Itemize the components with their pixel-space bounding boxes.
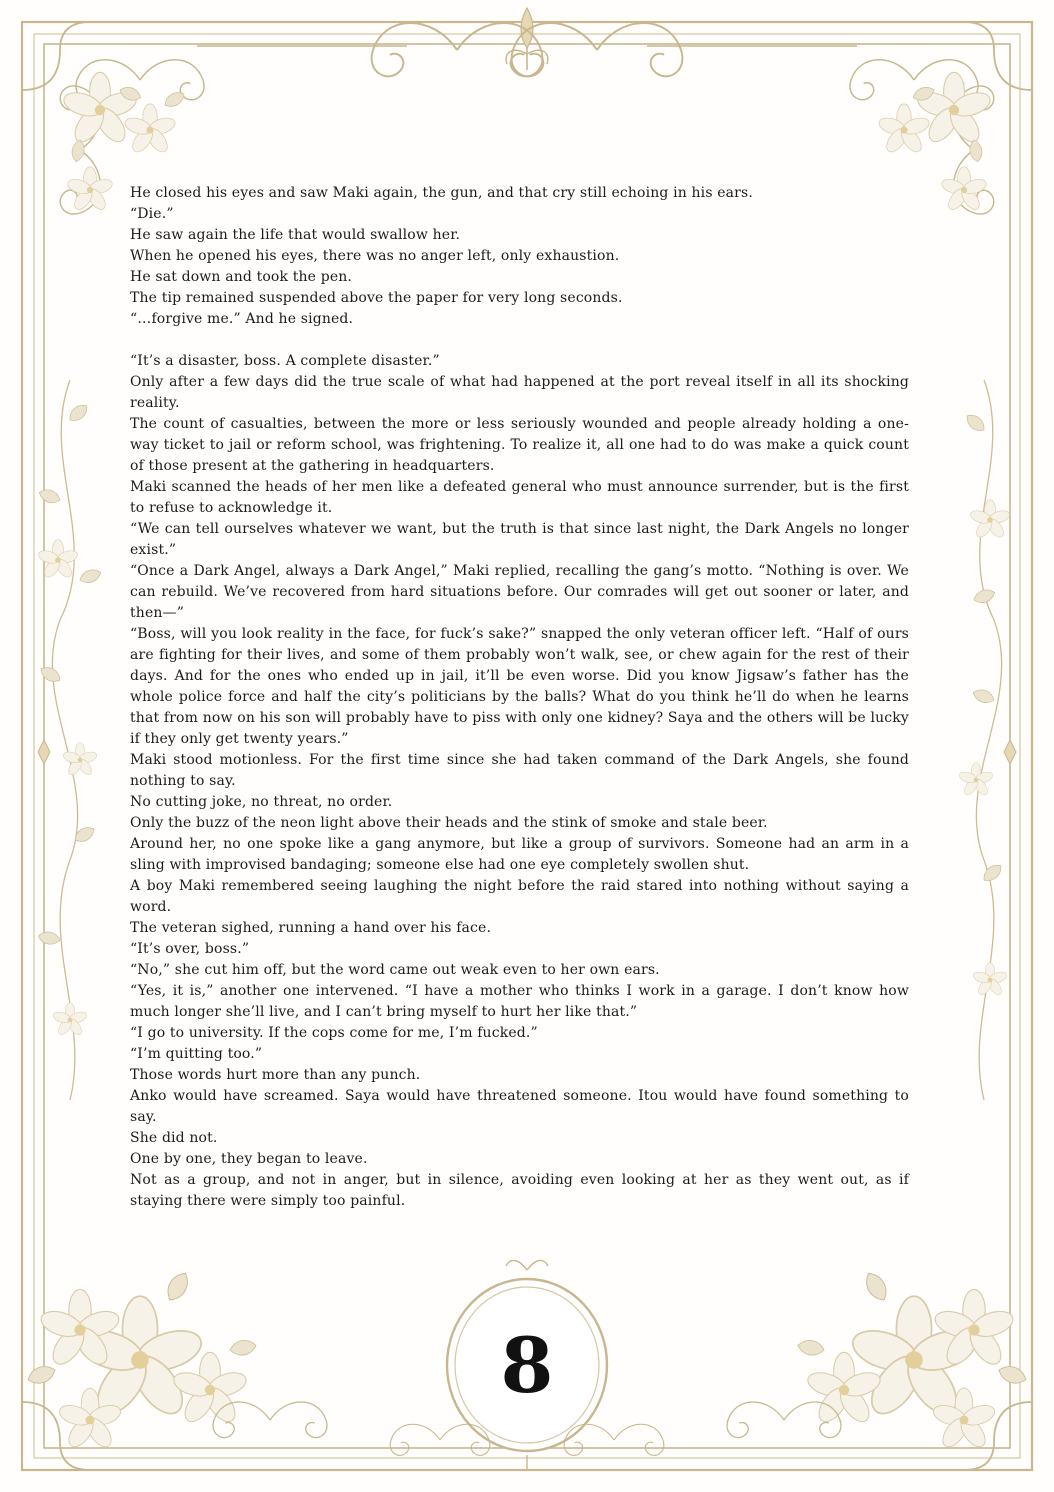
paragraph: He sat down and took the pen. <box>130 269 353 285</box>
paragraph: Anko would have screamed. Saya would have threatened someone. Itou would have found something to say. <box>130 1088 909 1125</box>
paragraph: “Die.” <box>130 206 174 222</box>
paragraph: “It’s a disaster, boss. A complete disaster.” <box>130 353 440 369</box>
paragraph: “It’s over, boss.” <box>130 941 250 957</box>
paragraph: He closed his eyes and saw Maki again, the gun, and that cry still echoing in his ears. <box>130 185 753 201</box>
paragraph: Maki stood motionless. For the first time since she had taken command of the Dark Angels, she found nothing to say. <box>130 752 909 789</box>
paragraph: Only the buzz of the neon light above their heads and the stink of smoke and stale beer. <box>130 815 768 831</box>
paragraph: No cutting joke, no threat, no order. <box>130 794 393 810</box>
paragraph: One by one, they began to leave. <box>130 1151 368 1167</box>
paragraph: “Boss, will you look reality in the face, for fuck’s sake?” snapped the only veteran officer left. “Half of ours are fighting for their lives, and some of them probably won’t walk, see, or chew again for the rest of their days. And for the ones who ended up in jail, it’ll be even worse. Did you know Jigsaw’s father has the whole police force and half the city’s politicians by the balls? What do you think he’ll do when he learns that from now on his son will probably have to piss with only one kidney? Saya and the others will be lucky if they only get twenty years.” <box>130 626 909 747</box>
paragraph: “Once a Dark Angel, always a Dark Angel,” Maki replied, recalling the gang’s motto. “Nothing is over. We can rebuild. We’ve recovered from hard situations before. Our comrades will get out sooner or later, and then—” <box>130 563 909 621</box>
paragraph: “…forgive me.” And he signed. <box>130 311 354 327</box>
paragraph: When he opened his eyes, there was no anger left, only exhaustion. <box>130 248 620 264</box>
paragraph: The veteran sighed, running a hand over his face. <box>130 920 492 936</box>
paragraph: “No,” she cut him off, but the word came out weak even to her own ears. <box>130 962 660 978</box>
paragraph: “We can tell ourselves whatever we want, but the truth is that since last night, the Dark Angels no longer exist.” <box>130 521 909 558</box>
paragraph: Maki scanned the heads of her men like a defeated general who must announce surrender, but is the first to refuse to acknowledge it. <box>130 479 909 516</box>
paragraph: The count of casualties, between the more or less seriously wounded and people already holding a one-way ticket to jail or reform school, was frightening. To realize it, all one had to do was make a quick count of those present at the gathering in headquarters. <box>130 416 909 474</box>
paragraph: Around her, no one spoke like a gang anymore, but like a group of survivors. Someone had an arm in a sling with improvised bandaging; someone else had one eye completely swollen shut. <box>130 836 909 873</box>
paragraph: “I go to university. If the cops come for me, I’m fucked.” <box>130 1025 538 1041</box>
paragraph: “Yes, it is,” another one intervened. “I have a mother who thinks I work in a garage. I don’t know how much longer she’ll live, and I can’t bring myself to hurt her like that.” <box>130 983 909 1020</box>
paragraph: She did not. <box>130 1130 218 1146</box>
paragraph: Not as a group, and not in anger, but in silence, avoiding even looking at her as they went out, as if staying there were simply too painful. <box>130 1172 909 1209</box>
paragraph: A boy Maki remembered seeing laughing the night before the raid stared into nothing without saying a word. <box>130 878 909 915</box>
paragraph: The tip remained suspended above the paper for very long seconds. <box>130 290 623 306</box>
page-number: 8 <box>500 1320 554 1410</box>
paragraph: He saw again the life that would swallow her. <box>130 227 461 243</box>
paragraph: Those words hurt more than any punch. <box>130 1067 421 1083</box>
paragraph: “I’m quitting too.” <box>130 1046 263 1062</box>
paragraph-break <box>130 330 909 351</box>
body-text <box>130 183 909 1212</box>
paragraph: Only after a few days did the true scale of what had happened at the port reveal itself in all its shocking reality. <box>130 374 909 411</box>
